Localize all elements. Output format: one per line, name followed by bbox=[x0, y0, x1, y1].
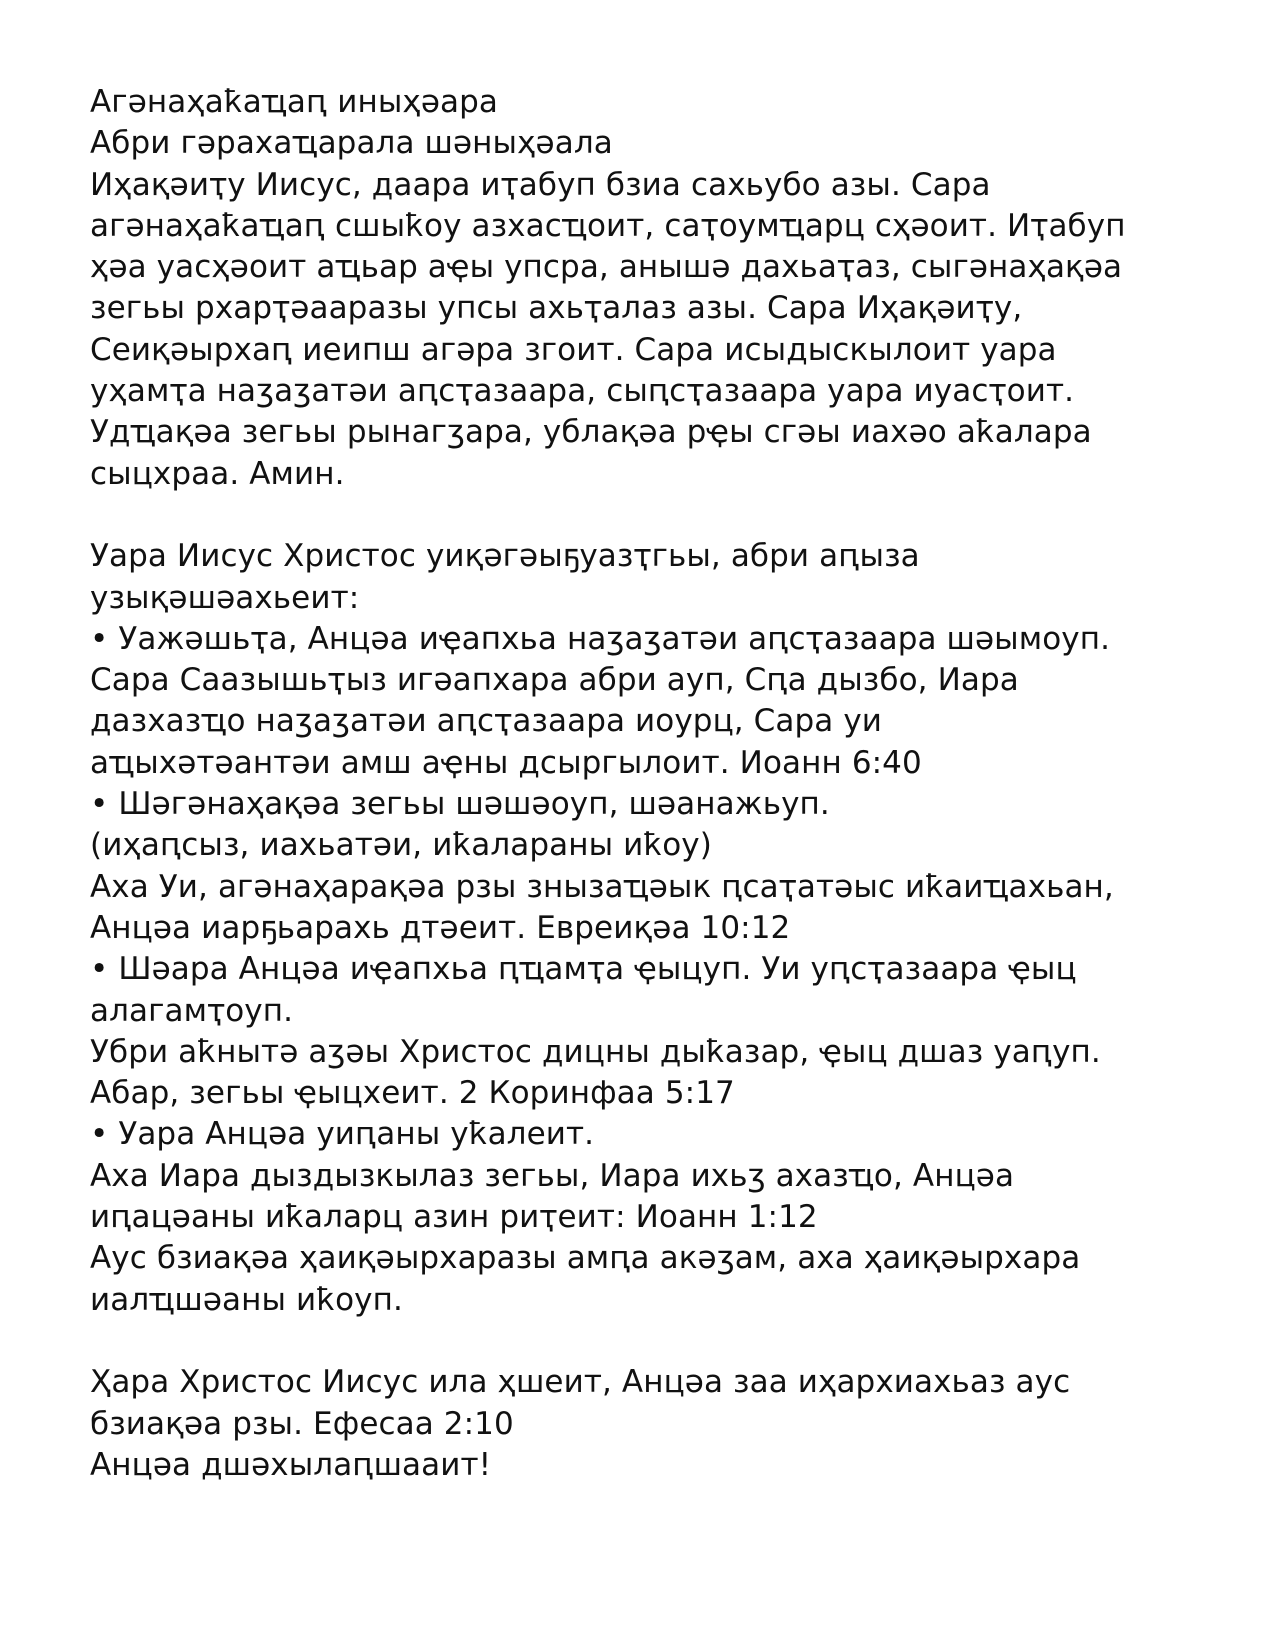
prayer-text-line: Сеиқәырхаԥ иеипш агәра згоит. Сара исыдыскылоит уара bbox=[90, 331, 1057, 368]
body-text-line: (иҳаԥсыз, иахьатәи, иҟалараны иҟоу) bbox=[90, 827, 712, 864]
prayer-text-line: сыцхраа. Амин. bbox=[90, 455, 345, 492]
prayer-title: Агәнаҳаҟаҵаԥ иныҳәара bbox=[90, 84, 498, 120]
prayer-text-line: агәнаҳаҟаҵаԥ сшыҟоу азхасҵоит, саҭоумҵарц сҳәоит. Иҭабуп bbox=[90, 207, 1126, 244]
scripture-reference-line: Абар, зегьы ҿыцхеит. 2 Коринфаа 5:17 bbox=[90, 1075, 735, 1112]
body-text-line: Сара Саазышьҭыз игәапхара абри ауп, Сԥа дызбо, Иара bbox=[90, 662, 1019, 699]
bullet-point: • Шәара Анцәа иҿапхьа ԥҵамҭа ҿыцуп. Уи уԥсҭазаара ҿыц bbox=[90, 951, 1077, 988]
scripture-reference-line: бзиақәа рзы. Ефесаа 2:10 bbox=[90, 1405, 514, 1442]
bullet-point: • Уара Анцәа уиԥаны уҟалеит. bbox=[90, 1116, 595, 1153]
prayer-text-line: ҳәа уасҳәоит аҵьар аҿы упсра, анышә дахьаҭаз, сыгәнаҳақәа bbox=[90, 249, 1123, 286]
body-text-line: Аус бзиақәа ҳаиқәырхаразы амԥа акәӡам, аха ҳаиқәырхара bbox=[90, 1240, 1081, 1277]
scripture-reference-line: аҵыхәтәантәи амш аҿны дсыргылоит. Иоанн 6:40 bbox=[90, 744, 922, 781]
document-page bbox=[90, 82, 1210, 1486]
body-text-line: Ҳара Христос Иисус ила ҳшеит, Анцәа заа иҳархиахьаз аус bbox=[90, 1364, 1071, 1401]
paragraph-gap bbox=[90, 1321, 1210, 1362]
body-text-line: иалҵшәаны иҟоуп. bbox=[90, 1281, 403, 1318]
body-text-line: алагамҭоуп. bbox=[90, 992, 294, 1029]
bullet-point: • Уажәшьҭа, Анцәа иҿапхьа наӡаӡатәи аԥсҭазаара шәымоуп. bbox=[90, 620, 1111, 657]
bullet-point: • Шәгәнаҳақәа зегьы шәшәоуп, шәанажьуп. bbox=[90, 786, 830, 823]
prayer-text-line: зегьы рхарҭәааразы упсы ахьҭалаз азы. Сара Иҳақәиҭу, bbox=[90, 290, 1023, 327]
body-text-line: узықәшәахьеит: bbox=[90, 579, 360, 616]
prayer-subtitle: Абри гәрахаҵарала шәныҳәала bbox=[90, 125, 613, 162]
body-text-line: Аха Уи, агәнаҳарақәа рзы знызаҵәык ԥсаҭатәыс иҟаиҵахьан, bbox=[90, 868, 1114, 905]
prayer-text-line: Удҵақәа зегьы рынагӡара, ублақәа рҿы сгәы иахәо аҟалара bbox=[90, 414, 1092, 451]
paragraph-gap bbox=[90, 495, 1210, 536]
closing-blessing: Анцәа дшәхылаԥшааит! bbox=[90, 1446, 492, 1483]
body-text-line: Убри аҟнытә аӡәы Христос дицны дыҟазар, ҿыц дшаз уаԥуп. bbox=[90, 1033, 1101, 1070]
body-text-line: дазхазҵо наӡаӡатәи аԥсҭазаара иоурц, Сара уи bbox=[90, 703, 883, 740]
prayer-text-line: уҳамҭа наӡаӡатәи аԥсҭазаара, сыԥсҭазаара уара иуасҭоит. bbox=[90, 373, 1075, 410]
prayer-text-line: Иҳақәиҭу Иисус, даара иҭабуп бзиа сахьубо азы. Сара bbox=[90, 166, 991, 203]
scripture-reference-line: иԥацәаны иҟаларц азин риҭеит: Иоанн 1:12 bbox=[90, 1199, 818, 1236]
body-text-line: Уара Иисус Христос уиқәгәыҕуазҭгьы, абри аԥыза bbox=[90, 538, 920, 575]
body-text-line: Аха Иара дыздызкылаз зегьы, Иара ихьӡ ахазҵо, Анцәа bbox=[90, 1157, 1015, 1194]
scripture-reference-line: Анцәа иарҕьарахь дтәеит. Евреиқәа 10:12 bbox=[90, 909, 791, 946]
